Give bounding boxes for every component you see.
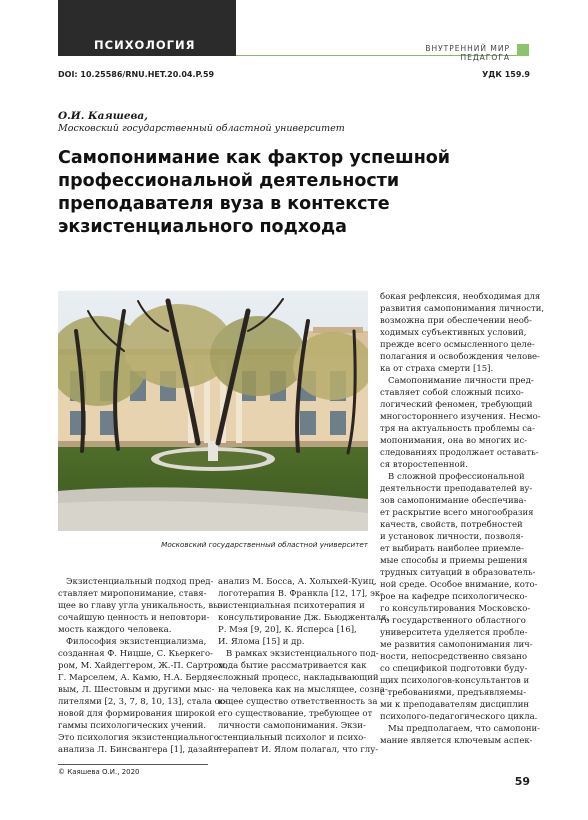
text-column-1 — [58, 576, 228, 756]
text-line: анализа Л. Бинсвангера [1], дазайн- — [58, 745, 222, 755]
title-line: профессиональной деятельности — [58, 171, 400, 191]
text-line: ности, непосредственно связано — [380, 652, 528, 662]
text-line: мость каждого человека. — [58, 625, 172, 635]
text-line: Мы предполагаем, что самопони- — [388, 724, 541, 734]
photo-caption: Московский государственный областной университет — [161, 540, 368, 549]
text-line: ющее существо ответственность за — [218, 697, 378, 707]
text-line: тря на актуальность проблемы са- — [380, 424, 535, 434]
text-column-3 — [380, 291, 545, 747]
author-name: О.И. Каяшева, — [58, 110, 148, 122]
text-line: ной среде. Особое внимание, кото- — [380, 580, 538, 590]
text-line: ходимых субъективных условий, — [380, 328, 527, 338]
university-building-photo — [58, 291, 368, 531]
text-line: ставляет собой сложный психо- — [380, 388, 524, 398]
text-line: ет выбирать наиболее приемле- — [380, 544, 524, 554]
text-line: психолого-педагогического цикла. — [380, 712, 538, 722]
text-line: мопонимания, она во многих ис- — [380, 436, 528, 446]
text-line: рое на кафедре психологическо- — [380, 592, 528, 602]
text-line: личности самопонимания. Экзи- — [218, 721, 366, 731]
section-title: ПСИХОЛОГИЯ — [94, 38, 196, 52]
text-line: ся второстепенной. — [380, 460, 468, 470]
text-line: ме развития самопонимания лич- — [380, 640, 533, 650]
title-line: Самопонимание как фактор успешной — [58, 148, 451, 168]
text-line: логический феномен, требующий — [380, 400, 533, 410]
title-line: преподавателя вуза в контексте — [58, 194, 390, 214]
text-line: Экзистенциальный подход пред- — [66, 577, 214, 587]
text-line: качеств, свойств, потребностей — [380, 520, 523, 530]
text-line: логотерапия В. Франкла [12, 17], эк- — [218, 589, 384, 599]
text-line: стенциальный психолог и психо- — [218, 733, 367, 743]
rubric-marker — [517, 44, 529, 56]
text-line: ет раскрытие всего многообразия — [380, 508, 534, 518]
text-line: следованиях продолжает оставать- — [380, 448, 539, 458]
text-line: многостороннего изучения. Несмо- — [380, 412, 541, 422]
text-line: сложный процесс, накладывающий — [218, 673, 379, 683]
text-line: университета уделяется пробле- — [380, 628, 528, 638]
copyright-notice: © Каяшева О.И., 2020 — [58, 768, 140, 776]
text-line: И. Ялома [15] и др. — [218, 637, 305, 647]
footnote-rule — [58, 764, 208, 765]
text-line: новой для формирования широкой — [58, 709, 216, 719]
text-line: го консультирования Московско- — [380, 604, 531, 614]
text-line: с требованиями, предъявляемы- — [380, 688, 527, 698]
text-line: со спецификой подготовки буду- — [380, 664, 528, 674]
text-line: В рамках экзистенциального под- — [226, 649, 379, 659]
text-line: на человека как на мыслящее, созна- — [218, 685, 388, 695]
text-line: сочайшую ценность и неповтори- — [58, 613, 210, 623]
text-line: бокая рефлексия, необходимая для — [380, 292, 541, 302]
text-line: развития самопонимания личности, — [380, 304, 545, 314]
text-line: прежде всего осмысленного целе- — [380, 340, 535, 350]
text-line: ставляет миропонимание, ставя- — [58, 589, 207, 599]
page-number: 59 — [514, 775, 530, 788]
text-line: вым, Л. Шестовым и другими мыс- — [58, 685, 215, 695]
article-title — [58, 147, 478, 239]
text-line: Р. Мэя [9, 20], К. Ясперса [16], — [218, 625, 357, 635]
text-line: его существование, требующее от — [218, 709, 373, 719]
text-line: зистенциальная психотерапия и — [218, 601, 365, 611]
text-line: зов самопонимание обеспечива- — [380, 496, 527, 506]
text-line: щих психологов-консультантов и — [380, 676, 530, 686]
text-line: ми к преподавателям дисциплин — [380, 700, 530, 710]
title-line: экзистенциального подхода — [58, 217, 347, 237]
text-line: мые способы и приемы решения — [380, 556, 528, 566]
udk-label: УДК 159.9 — [482, 70, 530, 79]
text-line: ром, М. Хайдеггером, Ж.-П. Сартром, — [58, 661, 228, 671]
text-line: консультирование Дж. Бьюдженталя, — [218, 613, 390, 623]
text-line: Г. Марселем, А. Камю, Н.А. Бердяе- — [58, 673, 221, 683]
text-line: Самопонимание личности пред- — [388, 376, 534, 386]
text-line: Это психология экзистенциального — [58, 733, 219, 743]
text-line: трудных ситуаций в образователь- — [380, 568, 536, 578]
doi-label: DOI: 10.25586/RNU.HET.20.04.P.59 — [58, 70, 215, 79]
text-line: и установок личности, позволя- — [380, 532, 524, 542]
text-line: Философия экзистенциализма, — [66, 637, 207, 647]
journal-rubric: ВНУТРЕННИЙ МИР ПЕДАГОГА — [425, 44, 510, 62]
text-line: го государственного областного — [380, 616, 526, 626]
author-affiliation: Московский государственный областной университет — [58, 123, 345, 134]
text-line: мание является ключевым аспек- — [380, 736, 533, 746]
text-line: созданная Ф. Ницше, С. Кьеркего- — [58, 649, 213, 659]
text-line: терапевт И. Ялом полагал, что глу- — [218, 745, 379, 755]
text-line: В сложной профессиональной — [388, 472, 525, 482]
text-line: деятельности преподавателей ву- — [380, 484, 533, 494]
text-line: полагания и освобождения челове- — [380, 352, 540, 362]
photo-illustration — [58, 291, 368, 531]
text-line: щее во главу угла уникальность, вы- — [58, 601, 223, 611]
text-line: ка от страха смерти [15]. — [380, 364, 494, 374]
text-line: гаммы психологических учений. — [58, 721, 207, 731]
text-line: анализ М. Босса, А. Холыхей-Куиц, — [218, 577, 377, 587]
section-header-band — [58, 0, 236, 56]
text-line: лителями [2, 3, 7, 8, 10, 13], стала ос- — [58, 697, 228, 707]
text-line: возможна при обеспечении необ- — [380, 316, 532, 326]
text-column-2 — [218, 576, 390, 756]
text-line: хода бытие рассматривается как — [218, 661, 367, 671]
